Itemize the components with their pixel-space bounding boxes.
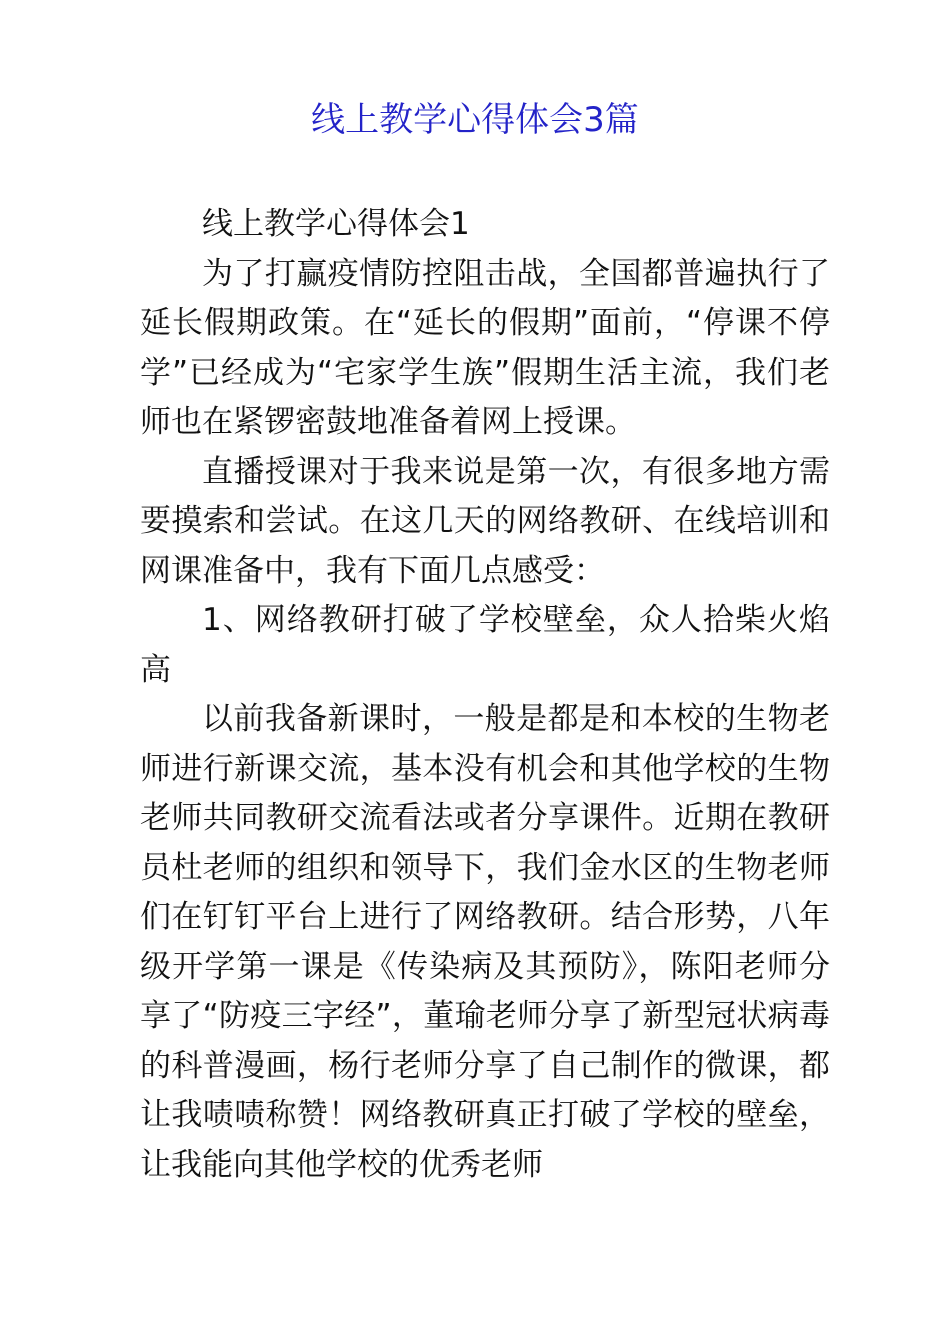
subheading: 1、网络教研打破了学校壁垒，众人拾柴火焰高 (140, 602, 830, 688)
paragraph: 直播授课对于我来说是第一次，有很多地方需要摸索和尝试。在这几天的网络教研、在线培训和网课准备中，我有下面几点感受： (140, 453, 830, 589)
document-body (140, 200, 830, 1190)
section-heading: 线上教学心得体会1 (202, 206, 470, 242)
paragraph: 为了打赢疫情防控阻击战，全国都普遍执行了延长假期政策。在“延长的假期”面前，“停课不停学”已经成为“宅家学生族”假期生活主流，我们老师也在紧锣密鼓地准备着网上授课。 (140, 255, 830, 440)
paragraph: 以前我备新课时，一般是都是和本校的生物老师进行新课交流，基本没有机会和其他学校的生物老师共同教研交流看法或者分享课件。近期在教研员杜老师的组织和领导下，我们金水区的生物老师们在钉钉平台上进行了网络教研。结合形势，八年级开学第一课是《传染病及其预防》，陈阳老师分享了“防疫三字经”，董瑜老师分享了新型冠状病毒的科普漫画，杨行老师分享了自己制作的微课，都让我啧啧称赞！网络教研真正打破了学校的壁垒，让我能向其他学校的优秀老师 (140, 701, 830, 1183)
document-title: 线上教学心得体会3篇 (311, 100, 639, 140)
